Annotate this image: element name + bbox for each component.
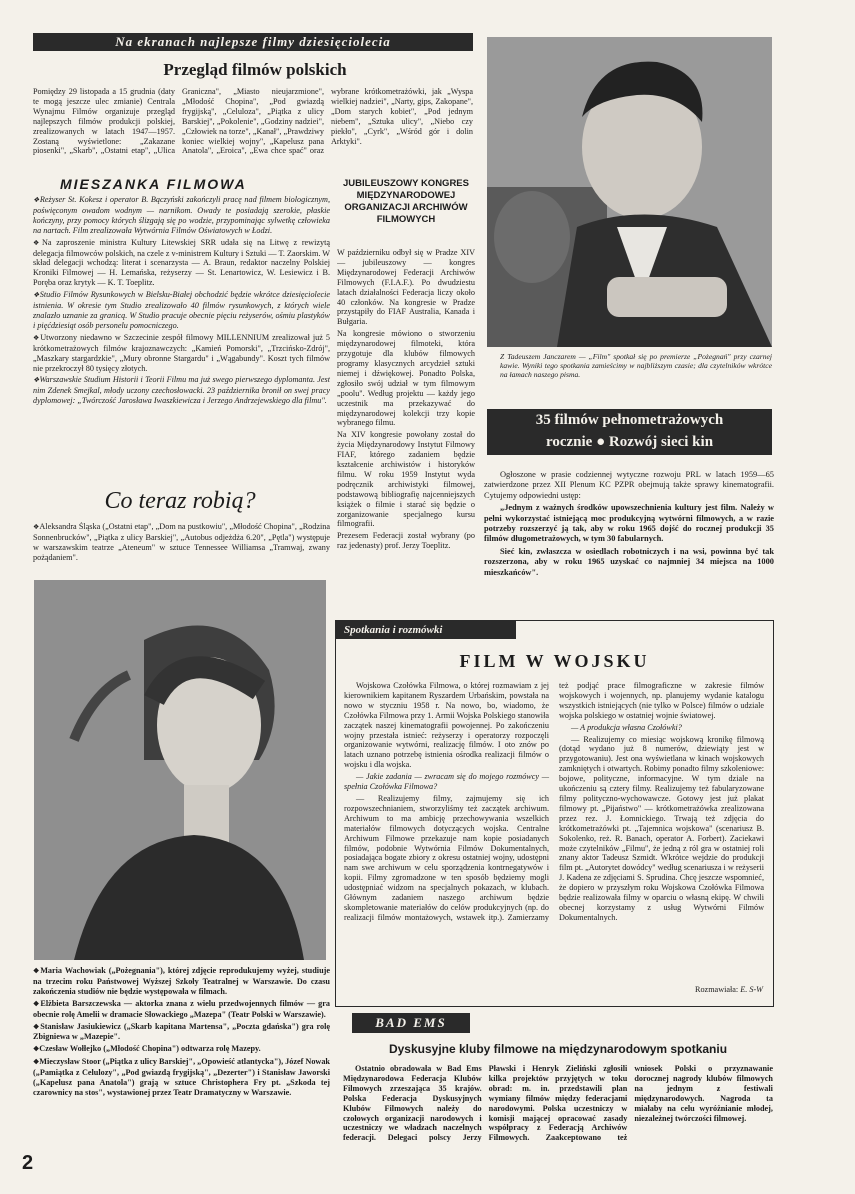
page-number: 2 — [22, 1152, 34, 1174]
mix-title: MIESZANKA FILMOWA — [60, 176, 247, 192]
bad-ems-body — [343, 1064, 773, 1156]
mix-item: ❖ Studio Filmów Rysunkowych w Bielsku-Białej obchodzić będzie wkrótce dziesięciolecie istnienia. W okresie tym Studio zrealizowało 40 filmów rysunkowych, z których wiele znalazło uznanie za granicą. W Studio pracuje obecnie pięciu reżyserów, ośmiu plastyków i pięćdziesiąt osób personelu pomocniczego. — [33, 290, 330, 331]
what-now-body — [33, 966, 330, 1156]
portrait-photo — [487, 37, 772, 347]
bad-ems-subtitle: Dyskusyjne kluby filmowe na międzynarodowym spotkaniu — [388, 1042, 728, 1056]
planning-body — [484, 470, 774, 610]
mix-item: ❖ Warszawskie Studium Historii i Teorii Filmu ma już swego pierwszego dyplomanta. Jest nim Zdenek Smejkal, młody uczony czechosłowacki. 23 października bronił on swej pracy dyplomowej: „Twórczość Jarosława Iwaszkiewicza i Jerzego Andrzejewskiego dla filmu". — [33, 375, 330, 406]
planning-banner — [487, 409, 772, 455]
army-box — [335, 620, 774, 1007]
army-byline — [695, 985, 763, 995]
jubilee-paragraph: Na XIV kongresie powołany został do życia Międzynarodowy Instytut Filmowy FIAF, którego zadaniem będzie kształcenie archiwistów i historyków filmu. W roku 1959 Instytut wyda podręcznik archiwistyki filmowej, podstawową bibliografię najcenniejszych książek o filmie i starać się będzie o zorganizowanie specjalnego kursu filmografii. — [337, 430, 475, 529]
mix-item: ❖ Na zaproszenie ministra Kultury Litewskiej SRR udała się na Litwę z rewizytą delegacja filmowców polskich, na czele z v-ministrem Kultury i Sztuki — T. Zaorskim. W skład delegacji wchodzą: literat i scenarzysta — A. Braun, redaktor naczelny Polskiej Kroniki Filmowej — H. Lemańska, reżyserzy — St. Lenartowicz, W. Lesiewicz i B. Poręba oraz krytyk — K. T. Toeplitz. — [33, 238, 330, 289]
what-now-item: ❖ Elżbieta Barszczewska — aktorka znana z wielu przedwojennych filmów — gra obecnie rolę Amelii w dramacie Słowackiego „Mazepa" (Teatr Polski w Warszawie). — [33, 999, 330, 1020]
jubilee-title: JUBILEUSZOWY KONGRES MIĘDZYNARODOWEJ ORGANIZACJI ARCHIWÓW FILMOWYCH — [343, 178, 469, 225]
planning-paragraph: „Jednym z ważnych środków upowszechnienia kultury jest film. Należy w pełni wykorzystać istniejącą moc produkcyjną wytwórni filmowych, a w razie potrzeby rozszerzyć ją tak, aby w roku 1965 dojść do rocznej produkcji 35 filmów długometrażowych, w tym 30 fabularnych. — [484, 503, 774, 544]
portrait-photo-image — [487, 37, 772, 347]
jubilee-paragraph: Prezesem Federacji został wybrany (po raz jedenasty) prof. Jerzy Toeplitz. — [337, 531, 475, 551]
planning-title-kin: Rozwój sieci kin — [608, 434, 714, 450]
what-now-item: ❖ Stanisław Jasiukiewicz („Skarb kapitana Martensa", „Poczta gdańska") gra rolę Zbigniewa w „Mazepie". — [33, 1022, 330, 1043]
what-now-item: ❖ Czesław Wołłejko („Młodość Chopina") odtwarza rolę Mazepy. — [33, 1044, 330, 1055]
bad-ems-paragraph: Ostatnio obradowała w Bad Ems Międzynarodowa Federacja Klubów Filmowych zrzeszająca 35 krajów. Polska Federacja Dyskusyjnych Klubów Filmowych należy do czołowych organizacji narodowych i uczestniczy we władzach naczelnych federacji. Delegaci polscy Jerzy Pławski i Henryk Zieliński zgłosili kilka projektów przyjętych w toku obrad: m. in. przedstawili plan wymiany filmów między federacjami narodowymi. Polska uczestniczy w komisji mającej opracować zasady współpracy z Federacją Archiwów Filmowych. Zaakceptowano też wniosek Polski o przyznawanie dorocznej nagrody klubów filmowych na jednym z festiwali międzynarodowych. Nagroda ta miałaby na celu wyróżnianie młodej, niezależnej twórczości filmowej. — [343, 1064, 773, 1143]
what-now-item: ❖ Mieczysław Stoor („Piątka z ulicy Barskiej", „Opowieść atlantycka"), Józef Nowak („Pamiątka z Celulozy", „Pod gwiazdą frygijską", „Dezerter") i Stanisław Jaworski („Kapelusz pana Anatola") grają w sztuce Christophera Fry pt. „Szkoda tej czarownicy na stos", wystawionej przez Teatr Dramatyczny w Warszawie. — [33, 1057, 330, 1098]
what-now-intro-text: ❖ Aleksandra Śląska („Ostatni etap", „Dom na pustkowiu", „Młodość Chopina", „Rodzina Sonnenbrucków", „Piątka z ulicy Barskiej", „Autobus odjeżdża 6.20", „Pętla") występuje w warszawskim teatrze „Ateneum" w sztuce Tennessee Williamsa „Tramwaj, zwany pożądaniem". — [33, 522, 330, 563]
review-body — [33, 87, 473, 167]
planning-paragraph: Ogłoszone w prasie codziennej wytyczne rozwoju PRL w latach 1959—65 zatwierdzone przez XII Plenum KC PZPR obejmują także sprawy kinematografii. Cytujemy odpowiedni ustęp: — [484, 470, 774, 500]
jubilee-paragraph: Na kongresie mówiono o stworzeniu międzynarodowej filmoteki, która przygotuje dla klubów filmowych programy klasycznych arcydzieł sztuki niemej i dźwiękowej. Ponadto Polska, zgłosiło swój udział w tym filmowym „poolu". Według projektu — każdy jego uczestnik ma przekazywać do międzynarodowej kolekcji trzy kopie wybranego filmu. — [337, 329, 475, 428]
review-title: Przegląd filmów polskich — [163, 60, 347, 79]
army-banner-text: Spotkania i rozmówki — [344, 624, 443, 636]
actress-photo — [34, 580, 326, 960]
mix-item: ❖ Utworzony niedawno w Szczecinie zespół filmowy MILLENNIUM zrealizował już 5 krótkometrażowych filmów krajoznawczych: „Kamień Pomorski", „Trzcińsko-Zdrój", „Maszkary stargardzkie", „Mury obronne Stargardu" i „Wągabundy". Koszt tych filmów nie przekroczył 80 tysięcy złotych. — [33, 333, 330, 374]
army-banner — [336, 621, 516, 639]
army-paragraph: — Jakie zadania — zwracam się do mojego rozmówcy — spełnia Czołówka Filmowa? — [344, 772, 549, 792]
jubilee-paragraph: W październiku odbył się w Pradze XIV — jubileuszowy — kongres Międzynarodowej Federacji Archiwów Filmowych (F.I.A.F.). Po dwudziestu latach działalności Federacja liczy około 40 członków. Na kongresie w Pradze przystąpiły do FIAF Australia, Kanada i Bułgaria. — [337, 248, 475, 327]
army-byline-label: Rozmawiała: — [695, 985, 739, 994]
review-paragraph: Pomiędzy 29 listopada a 15 grudnia (daty te mogą jeszcze ulec zmianie) Centrala Wynajmu Filmów organizuje przegląd najlepszych filmów produkcji polskiej, zrealizowanych w latach 1947—1957. Zostaną wyświetlone: „Zakazane piosenki", „Skarb", „Ostatni etap", „Ulica Graniczna", „Miasto nieujarzmione", „Młodość Chopina", „Pod gwiazdą frygijską", „Celuloza", „Piątka z ulicy Barskiej", „Pokolenie", „Godziny nadziei", „Człowiek na torze", „Kanał", „Prawdziwy koniec wielkiej wojny", „Kapelusz pana Anatola", „Eroica", „Ewa chce spać" oraz wybrane krótkometrażówki, jak „Wyspa wielkiej nadziei", „Narty, gips, Zakopane", „Dom starych kobiet", „Pod jednym niebem", „Sztuka ulicy", „Niebo czy piekło", „Cyrk", „Wśród gór i dolin Arktyki". — [33, 87, 473, 156]
bad-ems-banner — [352, 1013, 470, 1033]
army-title: FILM W WOJSKU — [459, 651, 650, 671]
top-banner — [33, 33, 473, 51]
army-body — [344, 681, 764, 981]
bullet-icon: ● — [596, 434, 606, 450]
actress-photo-image — [34, 580, 326, 960]
what-now-title: Co teraz robią? — [104, 488, 256, 514]
planning-title-line1: 35 filmów pełnometrażowych — [535, 412, 724, 428]
army-paragraph: Wojskowa Czołówka Filmowa, o której rozmawiam z jej kierownikiem kapitanem Ryszardem Urbańskim, powstała na nowo w styczniu 1958 r. Na nowo, bo, wiadomo, że Czołówka Filmowa przy 1. Armii Wojska Polskiego stanowiła zaczątek naszej kinematografii powojennej. Po zakończeniu wojny przestała istnieć: reżyserzy i operatorzy rozpoczęli organizowanie wytwórni, realizację filmów. I oto znów po latach uznano potrzebę istnienia ośrodka realizacji filmów o wojsku i dla wojska. — [344, 681, 549, 770]
planning-title-rocznie: rocznie — [545, 434, 593, 450]
what-now-intro — [33, 522, 330, 574]
planning-title-line2 — [487, 431, 772, 453]
top-banner-text: Na ekranach najlepsze filmy dziesięciolecia — [115, 34, 391, 49]
army-byline-name: E. S-W — [740, 985, 763, 994]
bad-ems-banner-text: BAD EMS — [375, 1015, 447, 1030]
mix-body — [33, 195, 330, 480]
mix-item: ❖ Reżyser St. Kokesz i operator B. Bączyński zakończyli pracę nad filmem biologicznym, poświęconym owadom wodnym — narnikom. Owady te posiadają szerokie, płaskie kończyny, przy pomocy których ślizgają się po wodzie, przypominając sylwetkę człowieka na nartach. Film zrealizowała Wytwórnia Filmów Oświatowych w Łodzi. — [33, 195, 330, 236]
jubilee-body — [337, 248, 475, 613]
what-now-item: ❖ Maria Wachowiak („Pożegnania"), której zdjęcie reprodukujemy wyżej, studiuje na trzecim roku Państwowej Wyższej Szkoły Teatralnej w Warszawie. Do czasu zakończenia studiów nie będzie występowała w filmach. — [33, 966, 330, 997]
army-paragraph: — A produkcja własna Czołówki? — [571, 722, 682, 732]
army-paragraph: — Realizujemy co miesiąc wojskową kronikę filmową (dotąd wydano już 8 numerów, dziewiąty jest w przygotowaniu). Jest ona wyświetlana w kinach wojskowych zamkniętych i otwartych. Robimy ponadto filmy szkoleniowe: bojowe, polityczne, informacyjne. W tym dziale na ukończeniu są cztery filmy. Realizujemy też fabularyzowane filmy polityczno-wychowawcze. Gotowy jest już plakat filmowy pt. „Pijaństwo" — krótkometrażówka zrealizowana przez rez. J. Łomnickiego. Trwają też zdjęcia do krótkometrażówki pt. „Tajemnica wojskowa" (scenariusz B. Sokolenko, reż. R. Banach, operator A. Forbert). Zaciekawi może czytelników „Filmu", że jedną z ról gra w ostatniej roli znany aktor Tadeusz Szmidt. Wkrótce wejdzie do produkcji film pt. „Autorytet dowódcy" według scenariusza i w reżyserii J. Kadena ze zdjęciami S. Sprudina. Chcę jeszcze wspomnieć, że dopiero w przyszłym roku Wojskowa Czołówka Filmowa będzie realizowała filmy w oparciu o własną ekipę. W chwili obecnej korzystamy z usług Wytwórni Filmów Dokumentalnych. — [559, 734, 764, 922]
army-paragraph: — Realizujemy filmy, zajmujemy się ich rozpowszechnianiem, stworzyliśmy też zaczątek archiwum. Archiwum to ma ambicję przechowywania wszelkich materiałów filmowych dotyczących wojska. Centralne Archiwum Filmowe przekazuje nam kopie posiadanych filmów, podobnie Wytwórnia Filmów Dokumentalnych, posiadająca bogate zbiory z okresu ostatniej wojny, udostępni nam swe archiwum w celu sporządzenia kontrnegatywów i kopii. Filmy zgromadzone w ten sposób będziemy mogli udostępniać widzom na specjalnych pokazach, w klubach. Głównym zadaniem naszego archiwum będzie skompletowanie materiałów do celów produkcyjnych (np. do realizacji filmów montażowych, wstawek itp.). Zamierzamy też podjąć prace filmograficzne w zakresie filmów wojskowych i wojennych, np. planujemy wydanie katalogu wszystkich istniejących (nie tylko w Polsce) filmów o udziale wojska polskiego w ostatniej wojnie światowej. — [344, 681, 764, 922]
portrait-caption: Z Tadeuszem Janczarem — „Film" spotkał się po premierze „Pożegnań" przy czarnej kawie. Wyniki tego spotkania zamieścimy w najbliższym czasie; dla czytelników wkrótce na łamach naszego pisma. — [500, 352, 772, 379]
planning-paragraph: Sieć kin, zwłaszcza w osiedlach robotniczych i na wsi, powinna być tak rozszerzona, aby w roku 1965 uzyskać co najmniej 34 miejsca na 1000 mieszkańców". — [484, 546, 774, 577]
